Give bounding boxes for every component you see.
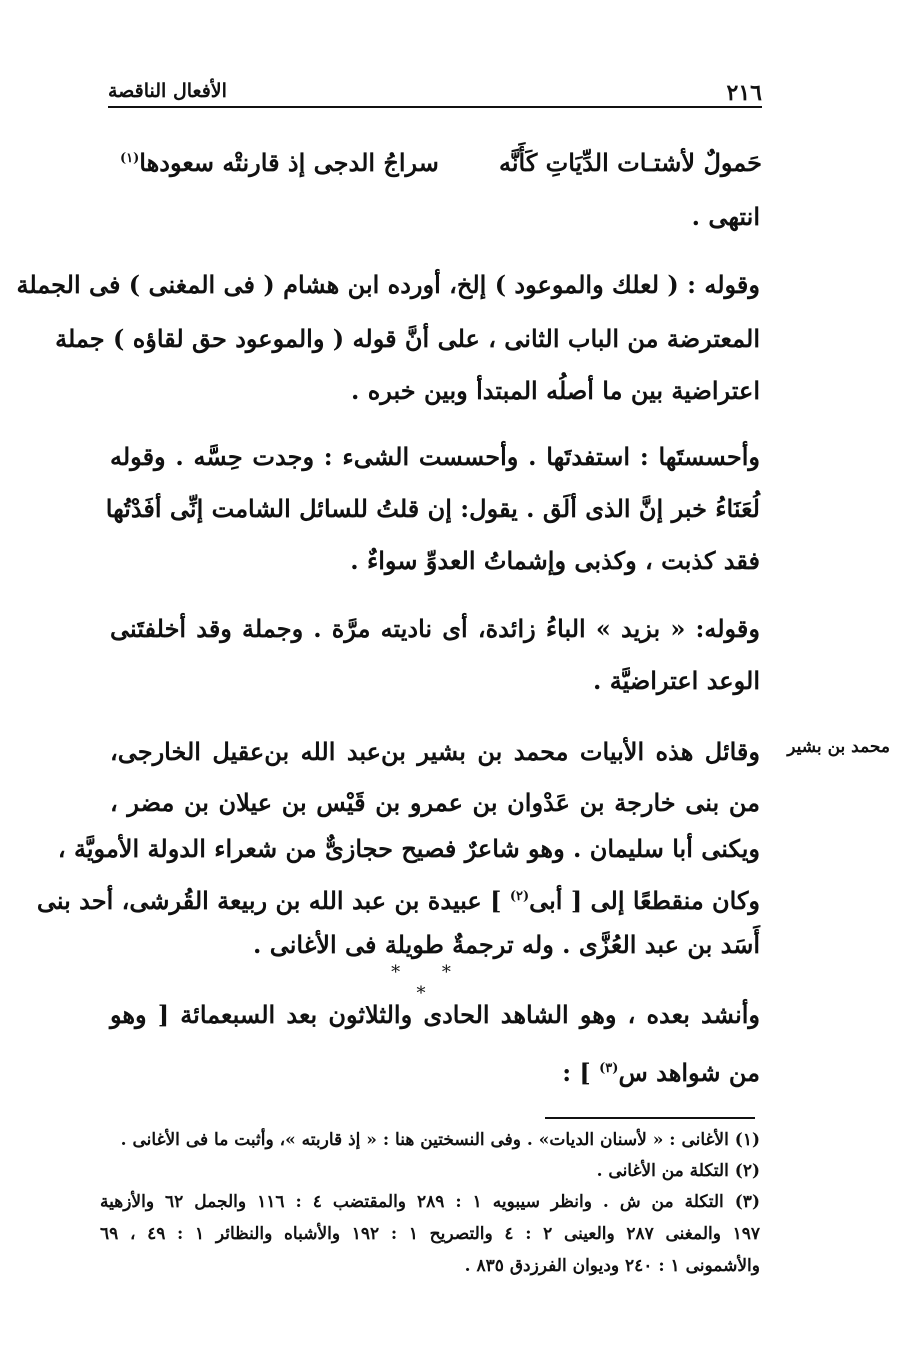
margin-note: محمد بن بشير xyxy=(787,737,890,757)
text-segment: من شواهد س xyxy=(618,1058,760,1087)
page-header xyxy=(108,80,762,106)
text-line: وقوله: « بزيد » الباءُ زائدة، أى ناديته مرَّة . وجملة وقد أخلفتَنى xyxy=(110,614,760,643)
text-line: لُعَنَاءُ خبر إنَّ الذى ألَق . يقول: إن قلتُ للسائل الشامت إنِّى أفَدْتُها xyxy=(105,494,760,523)
header-rule xyxy=(108,106,762,108)
text-line: ويكنى أبا سليمان . وهو شاعرٌ فصيح حجازىٌّ من شعراء الدولة الأمويَّة ، xyxy=(57,834,760,863)
footnote-3: (٣) التكلة من ش . وانظر سيبويه ١ : ٢٨٩ والمقتضب ٤ : ١١٦ والجمل ٦٢ والأزهية xyxy=(100,1192,760,1212)
text-line: وقوله : ( لعلك والموعود ) إلخ، أورده ابن هشام ( فى المغنى ) فى الجملة xyxy=(16,270,760,299)
text-line: الوعد اعتراضيَّة . xyxy=(593,666,760,695)
footnote-marker-2: (٢) xyxy=(509,889,530,904)
text-line: وقائل هذه الأبيات محمد بن بشير بن‌عبد الله بن‌عقيل الخارجى، xyxy=(110,737,760,766)
text-line: وأحسستَها : استفدتَها . وأحسست الشىء : وجدت حِسَّه . وقوله xyxy=(110,442,760,471)
text-segment: ] عبيدة بن عبد الله بن ربيعة القُرشى، أحد بنى xyxy=(36,886,502,915)
footnote-2: (٢) التكلة من الأغانى . xyxy=(596,1161,760,1181)
text-line: اعتراضية بين ما أصلُه المبتدأ وبين خبره . xyxy=(351,376,760,405)
footnote-3-continued: ١٩٧ والمغنى ٢٨٧ والعينى ٢ : ٤ والتصريح ١ : ١٩٢ والأشباه والنظائر ١ : ٤٩ ، ٦٩ xyxy=(100,1224,761,1244)
verse-hemistich-2 xyxy=(120,148,439,177)
page-number: ٢١٦ xyxy=(726,80,762,106)
text-line: أَسَد بن عبد العُزَّى . وله ترجمةٌ طويلة فى الأغانى . xyxy=(253,930,760,959)
text-line: فقد كذبت ، وكذبى وإشماتُ العدوِّ سواءٌ . xyxy=(350,546,760,575)
footnote-3-continued: والأشمونى ١ : ٢٤٠ وديوان الفرزدق ٨٣٥ . xyxy=(464,1256,760,1276)
text-line: المعترضة من الباب الثانى ، على أنَّ قوله ( والموعود حق لقاؤه ) جملة xyxy=(55,324,760,353)
running-title: الأفعال الناقصة xyxy=(108,80,227,102)
footnote-marker-3: (٣) xyxy=(599,1061,619,1076)
footnote-rule xyxy=(545,1117,755,1119)
footnote-1: (١) الأغانى : « لأسنان الديات» . وفى النسختين هنا : « إذ قاربته »، وأثبت ما فى الأغانى . xyxy=(120,1130,760,1150)
text-line xyxy=(36,880,760,918)
text-line xyxy=(110,1052,760,1090)
text-segment: ] : xyxy=(562,1058,591,1087)
verse-hemistich-2-text: سراجُ الدجى إذ قارنتْه سعودها xyxy=(139,148,439,177)
footnote-marker-1: (١) xyxy=(120,151,140,166)
text-segment: وكان منقطعًا إلى [ أبى xyxy=(529,886,760,915)
verse-hemistich-1: حَمولٌ لأشتـات الدِّيَاتِ كَأَنَّه xyxy=(498,148,762,177)
poem-verse xyxy=(120,148,762,186)
text-line: من بنى خارجة بن عَدْوان بن عمرو بن قَيْس بن عيلان بن مضر ، xyxy=(110,788,760,817)
text-line: انتهى . xyxy=(691,202,760,231)
text-line: وأنشد بعده ، وهو الشاهد الحادى والثلاثون بعد السبعمائة [ وهو xyxy=(110,1000,760,1029)
section-separator: * * * xyxy=(391,962,469,1004)
